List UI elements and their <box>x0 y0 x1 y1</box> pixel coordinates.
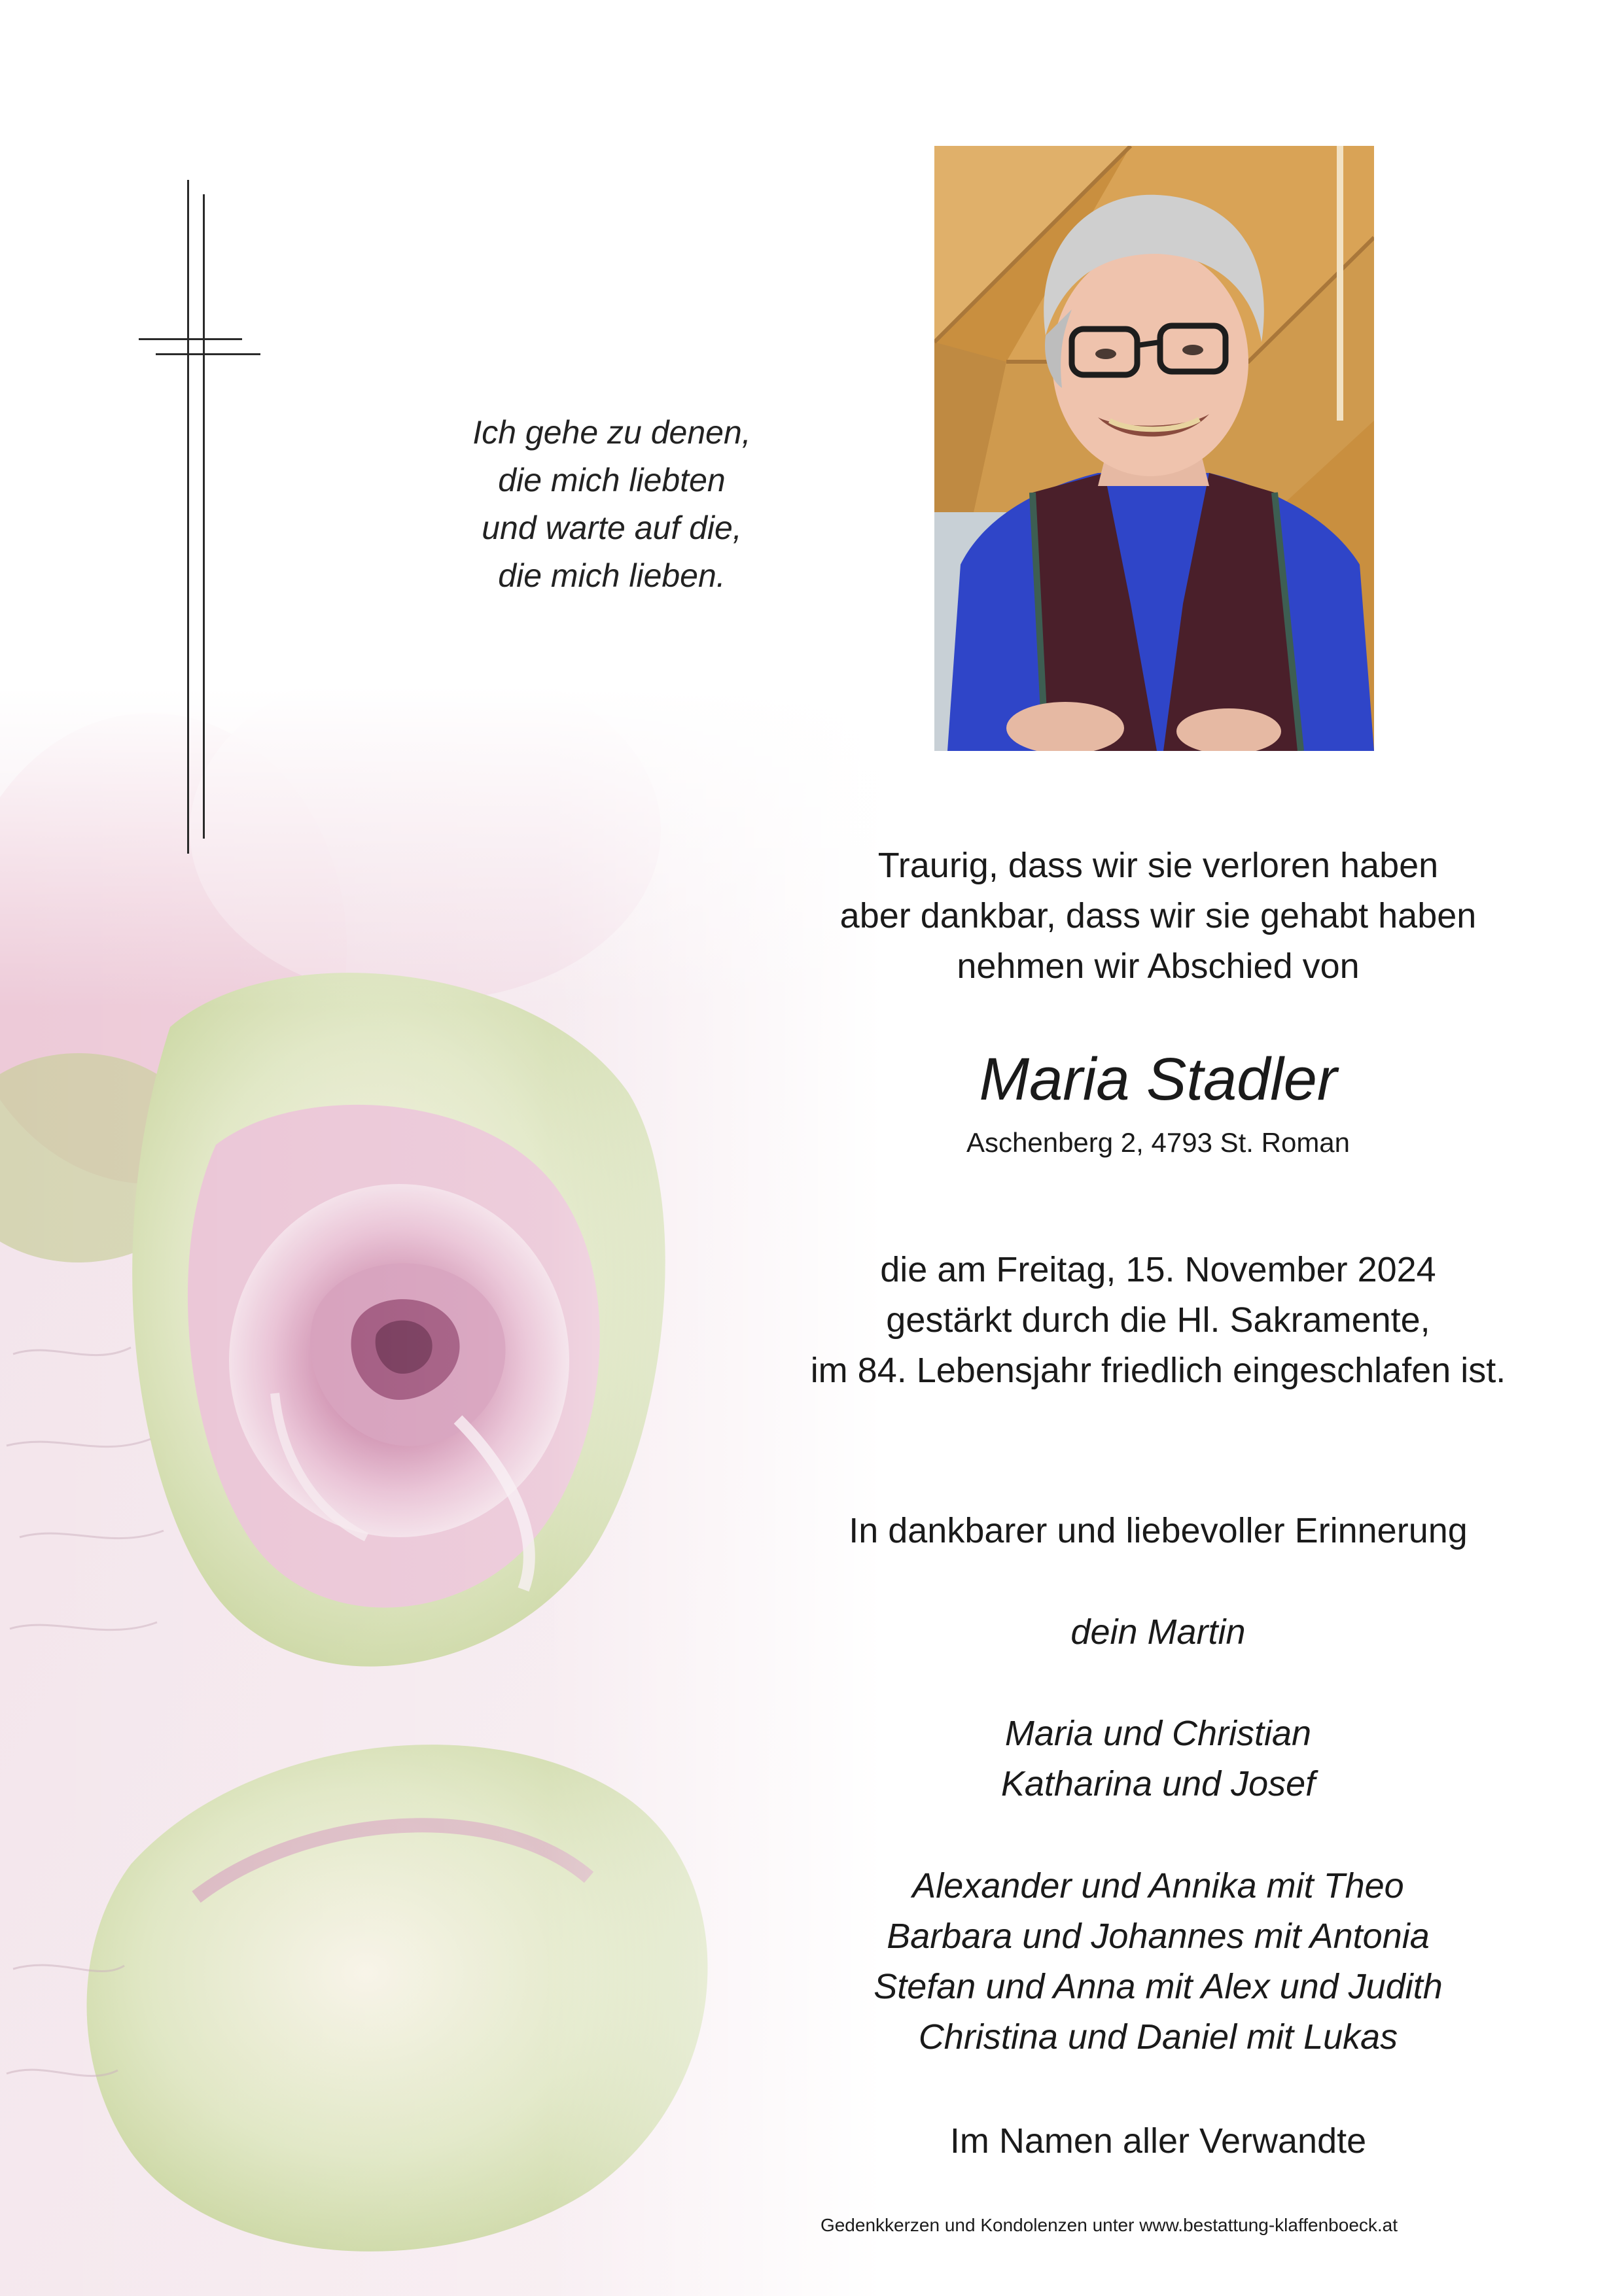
cross-icon <box>137 180 268 854</box>
mourner-line: Maria und Christian <box>1004 1714 1312 1753</box>
quote-line: die mich liebten <box>498 462 726 498</box>
quote-line: die mich lieben. <box>498 557 726 594</box>
death-line: gestärkt durch die Hl. Sakramente, <box>886 1300 1430 1340</box>
quote-line: und warte auf die, <box>482 510 742 546</box>
death-line: die am Freitag, 15. November 2024 <box>880 1250 1436 1289</box>
intro-line: Traurig, dass wir sie verloren haben <box>877 846 1439 885</box>
intro-line: aber dankbar, dass wir sie gehabt haben <box>839 896 1477 935</box>
mourner-line: Stefan und Anna mit Alex und Judith <box>874 1967 1443 2006</box>
intro-line: nehmen wir Abschied von <box>957 947 1360 986</box>
deceased-address: Aschenberg 2, 4793 St. Roman <box>966 1127 1350 1158</box>
mourner-group-1 <box>707 1607 1610 1658</box>
portrait-photo <box>934 146 1374 751</box>
mourner-line: Alexander und Annika mit Theo <box>912 1866 1404 1905</box>
quote <box>406 409 818 600</box>
mourner-line: Christina und Daniel mit Lukas <box>918 2017 1398 2057</box>
deceased-name: Maria Stadler <box>979 1046 1337 1113</box>
quote-line: Ich gehe zu denen, <box>472 414 751 451</box>
memory-line: In dankbarer und liebevoller Erinnerung <box>849 1511 1468 1550</box>
mourner-line: dein Martin <box>1070 1612 1246 1652</box>
death-line: im 84. Lebensjahr friedlich eingeschlafen ist. <box>810 1351 1506 1390</box>
footer-note: Gedenkkerzen und Kondolenzen unter www.bestattung-klaffenboeck.at <box>820 2215 1398 2235</box>
death-notice <box>707 1245 1610 1396</box>
mourner-group-2 <box>707 1709 1610 1809</box>
mourner-line: Katharina und Josef <box>1000 1764 1316 1803</box>
intro-text <box>707 841 1610 992</box>
closing-line: Im Namen aller Verwandte <box>949 2121 1367 2161</box>
mourner-group-3 <box>707 1861 1610 2062</box>
mourner-line: Barbara und Johannes mit Antonia <box>887 1917 1430 1956</box>
